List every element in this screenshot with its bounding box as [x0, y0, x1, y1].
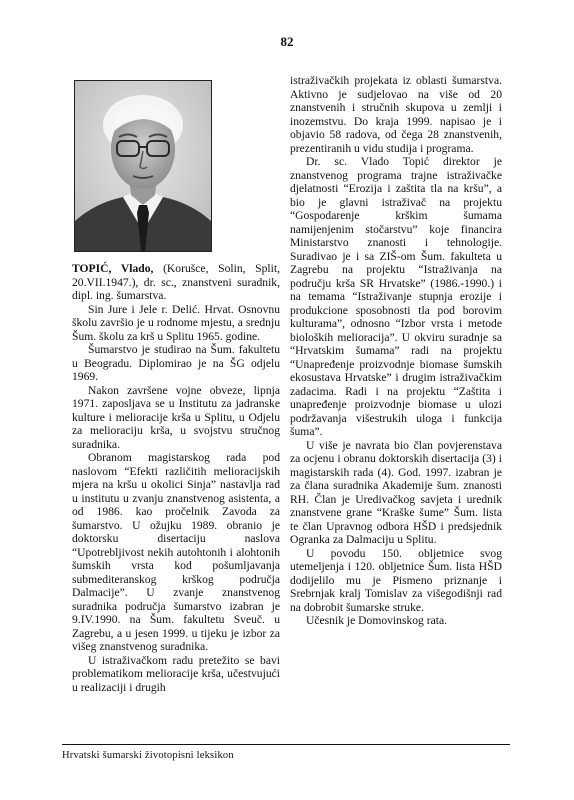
footer-divider: [62, 744, 510, 745]
entry-paragraph: (Korušce, Solin, Split, 20.VII.1947.), dr. sc., znanstveni suradnik, dipl. ing. šumarstva.: [72, 262, 280, 302]
entry-paragraph: istraživačkih projekata iz oblasti šumarstva. Aktivno je sudjelovao na više od 20 znanstvenih i stručnih skupova u zemlji i inozemstvu. Do kraja 1999. napisao je i objavio 58 radova, od čega 28 znanstvenih, prezentiranih u vidu studija i programa.: [290, 74, 502, 155]
entry-paragraph: Nakon završene vojne obveze, lipnja 1971. zaposljava se u Institutu za jadranske kulture i melioracije krša u Splitu, u Odjelu za melioraciju krša, u svojstvu stručnog suradnika.: [72, 383, 280, 451]
entry-paragraph: Sin Jure i Jele r. Delić. Hrvat. Osnovnu školu završio je u rodnome mjestu, a srednju Šum. školu za krš u Splitu 1965. godine.: [72, 302, 280, 343]
entry-paragraph: Dr. sc. Vlado Topić direktor je znanstvenog programa trajne istraživačke djelatnosti “Erozija i zaštita tla na kršu”, a bio je glavni istraživač na projektu “Gospodarenje krškim šumama namijenjenim stočarstvu” koje financira Ministarstvo znanosti i tehnologije. Suradivao je i sa ZIŠ-om Šum. fakulteta u Zagrebu na projektu “Istraživanja na području krša SR Hrvatske” (1986.-1990.) i na temama “Istraživanje stupnja erozije i produkcione sposobnosti tla pod borovim kulturama”, odnosno “Izbor vrsta i metode bioloških melioracija”. U okviru suradnje sa “Hrvatskim šumama” radi na projektu “Unapređenje proizvodnje biomase šumskih ekosustava Hrvatske” i drugim istraživačkim zadacima. Radi i na projektu “Zaštita i unapređenje proizvodnje biomase u ulozi podržavanja višestrukih uloga i funkcija šuma”.: [290, 155, 502, 438]
entry-paragraph: Šumarstvo je studirao na Šum. fakultetu u Beogradu. Diplomirao je na ŠG odjelu 1969.: [72, 343, 280, 383]
entry-headword: TOPIĆ, Vlado,: [72, 262, 154, 275]
entry-paragraph: U povodu 150. obljetnice svog utemeljenja i 120. obljetnice Šum. lista HŠD dodijelilo mu je Pismeno priznanje i Srebrnjak kralj Tomislav za višegodišnji rad na dobrobit šumarske struke.: [290, 546, 502, 614]
page-number: 82: [280, 34, 294, 49]
portrait-photo: [74, 80, 212, 252]
entry-right-column: [290, 74, 502, 628]
entry-intro: [72, 262, 280, 303]
running-footer: Hrvatski šumarski životopisni leksikon: [62, 750, 234, 761]
entry-paragraph: U više je navrata bio član povjerenstava za ocjenu i obranu doktorskih disertacija (3) i magistarskih rada (4). God. 1997. izabran je za člana suradnika Akademije šum. znanosti RH. Član je Uredivačkog savjeta i urednik znanstvene grane “Kraške šume” Šum. lista te član Upravnog odbora HŠD i predsjednik Ogranka za Dalmaciju u Splitu.: [290, 438, 502, 546]
entry-paragraph: Učesnik je Domovinskog rata.: [306, 614, 448, 627]
entry-paragraph: Obranom magistarskog rada pod naslovom “Efekti različitih melioracijskih mjera na kršu u okolici Sinja” nastavlja rad u institutu u zvanju znanstvenog asistenta, a od 1986. kao pročelnik Zavoda za šumarstvo. U ožujku 1989. obranio je doktorsku disertaciju naslova “Upotrebljivost nekih autohtonih i alohtonih šumskih vrsta kod pošumljavanja submediteranskog krškog područja Dalmacije”. U zvanje znanstvenog suradnika područja šumarstvo izabran je 9.IV.1990. na Šum. fakultetu Sveuč. u Zagrebu, a u jesen 1999. u tijeku je izbor za višeg znanstvenog suradnika.: [72, 451, 280, 653]
entry-left-column: [72, 262, 280, 694]
entry-paragraph: U istraživačkom radu pretežito se bavi problematikom melioracije krša, učestvujući u realizaciji i drugih: [72, 653, 280, 694]
